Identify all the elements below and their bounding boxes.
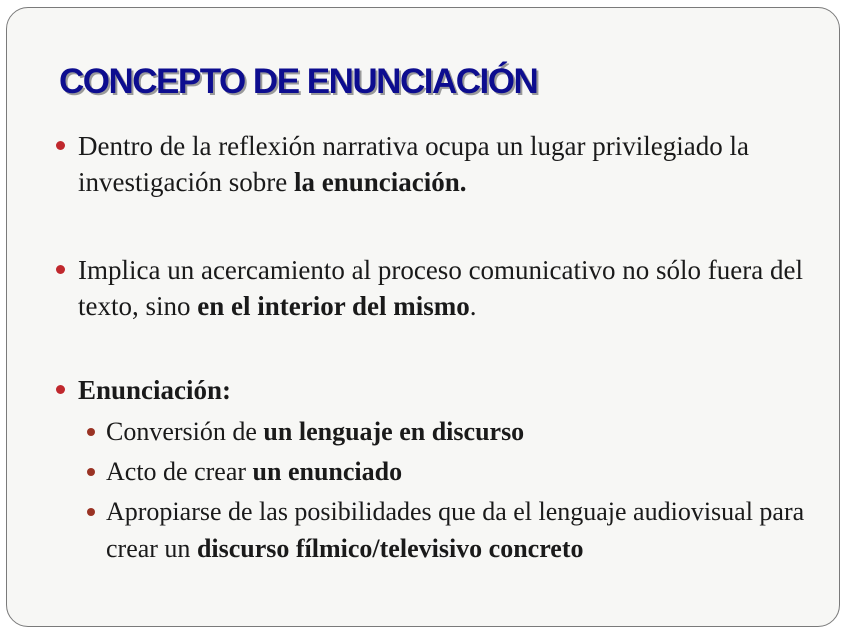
sub-bullet-dot-icon bbox=[87, 428, 95, 436]
sub-bullet-text: Apropiarse de las posibilidades que da el lenguaje audiovisual para crear un bbox=[106, 497, 805, 563]
slide-title: CONCEPTO DE ENUNCIACIÓN bbox=[59, 62, 538, 101]
slide-content bbox=[54, 128, 814, 567]
bullet-bold-text: la enunciación. bbox=[293, 167, 467, 197]
bullet-text: Implica un acercamiento al proceso comunicativo no sólo fuera del texto, sino bbox=[78, 255, 803, 321]
bullet-text-after: . bbox=[469, 291, 477, 321]
sub-bullet-bold-text: discurso fílmico/televisivo concreto bbox=[196, 534, 584, 563]
sub-bullet-item bbox=[54, 493, 814, 567]
bullet-item bbox=[54, 128, 814, 200]
sub-bullet-bold-text: un lenguaje en discurso bbox=[263, 417, 525, 446]
bullet-dot-icon bbox=[56, 141, 65, 150]
sub-bullet-item bbox=[54, 453, 814, 490]
bullet-dot-icon bbox=[56, 385, 65, 394]
sub-bullet-text: Conversión de bbox=[106, 417, 264, 446]
bullet-item bbox=[54, 372, 814, 408]
slide-frame bbox=[6, 7, 840, 627]
sub-bullet-item bbox=[54, 413, 814, 450]
bullet-text: Dentro de la reflexión narrativa ocupa un lugar privilegiado la investigación sobre bbox=[78, 131, 749, 197]
bullet-bold-text: Enunciación: bbox=[78, 375, 232, 405]
sub-bullet-text: Acto de crear bbox=[106, 457, 253, 486]
sub-bullet-dot-icon bbox=[87, 468, 95, 476]
bullet-dot-icon bbox=[56, 265, 65, 274]
sub-bullet-bold-text: un enunciado bbox=[252, 457, 403, 486]
sub-bullet-dot-icon bbox=[87, 508, 95, 516]
bullet-item bbox=[54, 252, 814, 324]
bullet-bold-text: en el interior del mismo bbox=[197, 291, 470, 321]
